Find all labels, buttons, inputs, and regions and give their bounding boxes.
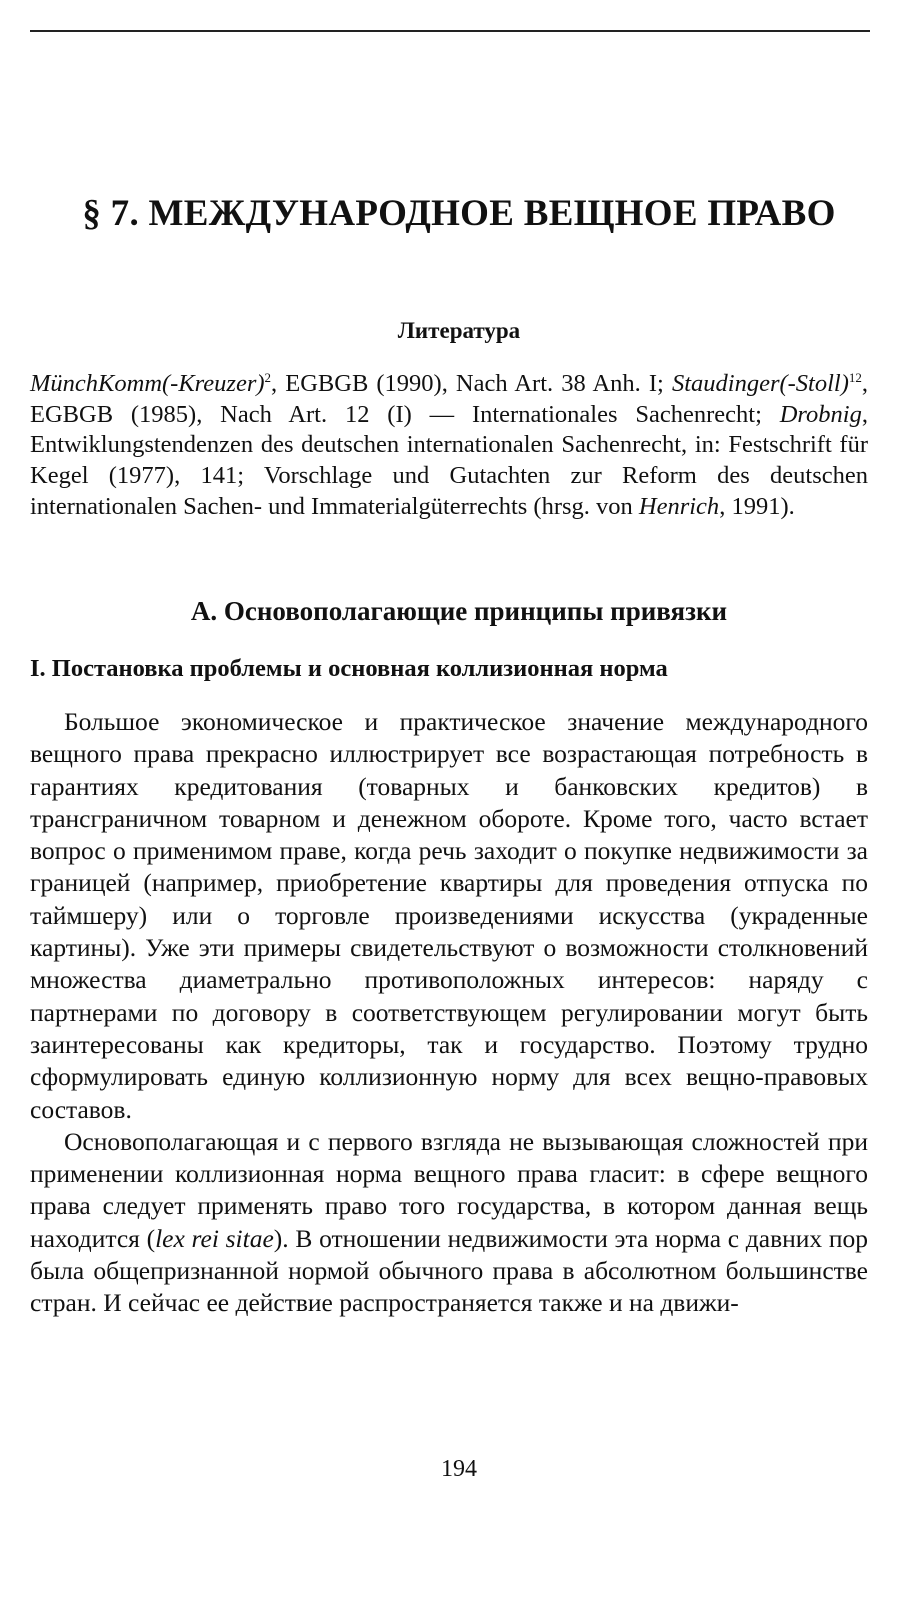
body-paragraph bbox=[30, 706, 868, 1126]
body-paragraph bbox=[30, 1126, 868, 1320]
text-run: , EGBGB (1990), Nach Art. 38 Anh. I; bbox=[271, 370, 672, 397]
italic-text: Staudinger(-Stoll) bbox=[671, 370, 849, 397]
literature-text bbox=[30, 369, 868, 523]
literature-heading: Литература bbox=[397, 318, 521, 343]
italic-text: lex rei sitae bbox=[155, 1223, 274, 1253]
section-heading: А. Основополагающие принципы привязки bbox=[190, 596, 728, 626]
body-text bbox=[30, 706, 868, 1320]
italic-text: Henrich bbox=[638, 492, 720, 520]
subsection-heading: I. Постановка проблемы и основная коллизионная норма bbox=[30, 655, 668, 682]
footnote-marker: 2 bbox=[264, 369, 272, 385]
footnote-marker: 12 bbox=[848, 369, 862, 385]
chapter-title: § 7. МЕЖДУНАРОДНОЕ ВЕЩНОЕ ПРАВО bbox=[82, 193, 836, 234]
text-run: , EGBGB (1985), Nach Art. 12 (I) — Internationales Sachenrecht; bbox=[30, 370, 868, 428]
text-run: , Entwiklungstendenzen des deutschen internationalen Sachenrecht, in: Festschrift für Kegel (1977), 141; Vorschlage und Gutachten zur Reform des deutschen internationalen Sachen- und Immaterialgüterrechts (hrsg. von bbox=[30, 400, 868, 520]
text-run: Основополагающая и с первого взгляда не вызывающая сложностей при применении коллизионная норма вещного права гласит: в сфере вещного права следует применять право того государства, в котором данная вещь находится ( bbox=[30, 1126, 868, 1253]
text-run: ). В отношении недвижимости эта норма с давних пор была общепризнанной нормой обычного права в абсолютном большинстве стран. И сейчас ее действие распространяется также и на движи- bbox=[30, 1223, 869, 1318]
top-rule bbox=[30, 30, 870, 32]
text-run: Большое экономическое и практическое значение международного вещного права прекрасно иллюстрирует все возрастающая потребность в гарантиях кредитования (товарных и банковских кредитов) в трансграничном товарном и денежном обороте. Кроме того, часто встает вопрос о применимом праве, когда речь заходит о покупке недвижимости за границей (например, приобретение квартиры для проведения отпуска по таймшеру) или о торговле произведениями искусства (украденные картины). Уже эти примеры свидетельствуют о возможности столкновений множества диаметрально противоположных интересов: наряду с партнерами по договору в соответствующем регулировании могут быть заинтересованы как кредиторы, так и государство. Поэтому трудно сформулировать единую коллизионную норму для всех вещно-правовых составов. bbox=[30, 707, 868, 1124]
italic-text: Drobnig bbox=[779, 400, 862, 428]
text-run: , 1991). bbox=[719, 492, 795, 520]
page-number: 194 bbox=[441, 1456, 477, 1482]
italic-text: MünchKomm(-Kreuzer) bbox=[30, 370, 265, 397]
